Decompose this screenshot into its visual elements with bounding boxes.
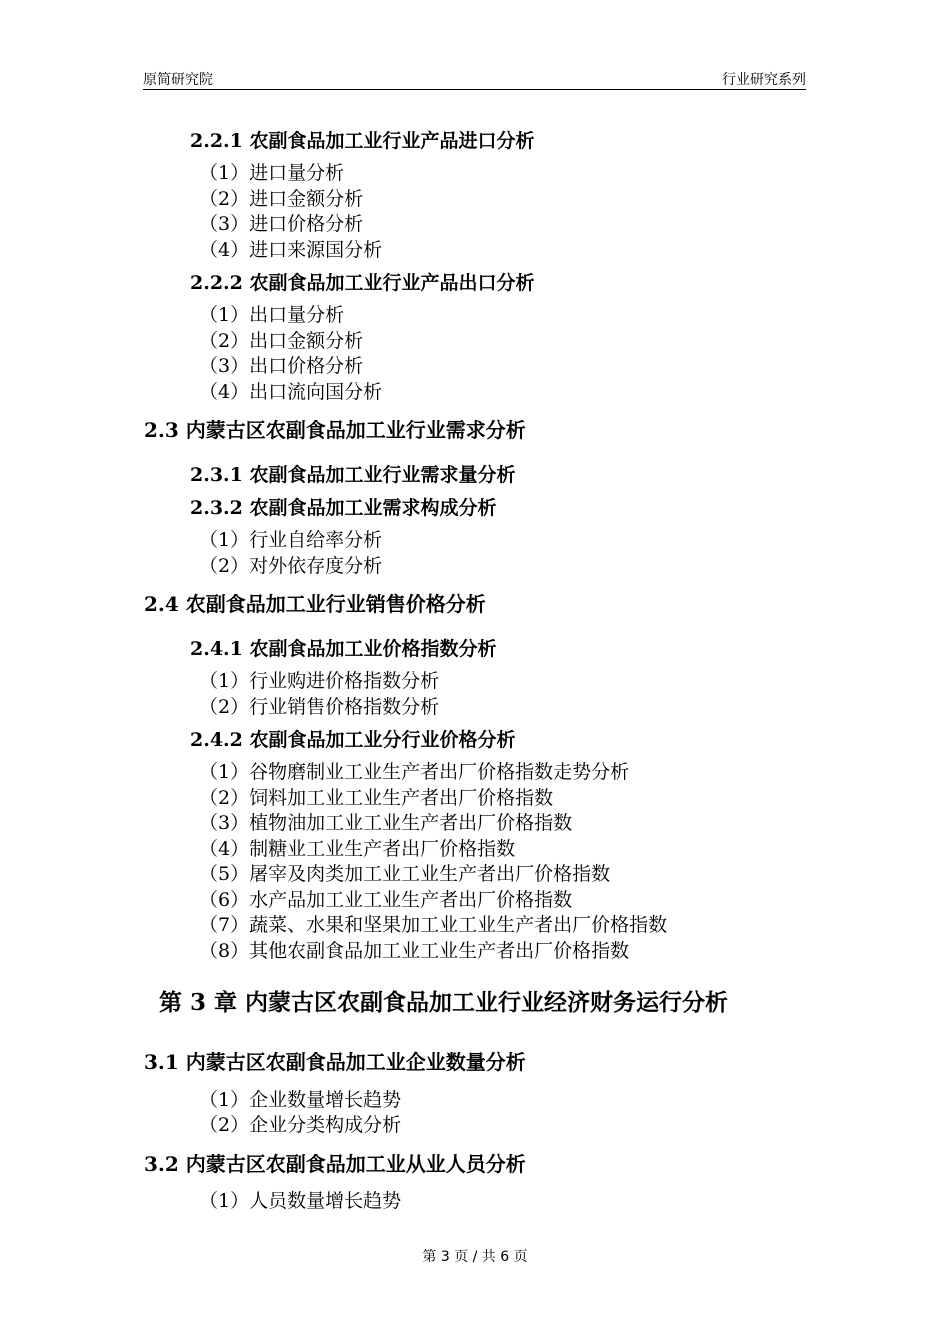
header-right: 行业研究系列	[722, 72, 806, 88]
toc-line: 3.1 内蒙古区农副食品加工业企业数量分析	[144, 1050, 526, 1074]
toc-line: （4）出口流向国分析	[199, 381, 383, 403]
toc-line: 2.4.1 农副食品加工业价格指数分析	[190, 638, 497, 660]
toc-line: （8）其他农副食品加工业工业生产者出厂价格指数	[199, 940, 630, 962]
toc-line: （7）蔬菜、水果和坚果加工业工业生产者出厂价格指数	[199, 914, 668, 936]
toc-line: （5）屠宰及肉类加工业工业生产者出厂价格指数	[199, 863, 611, 885]
toc-line: （1）行业购进价格指数分析	[199, 670, 440, 692]
toc-line: （1）出口量分析	[199, 304, 345, 326]
toc-line: （3）出口价格分析	[199, 355, 364, 377]
toc-line: （3）进口价格分析	[199, 213, 364, 235]
toc-line: （3）植物油加工业工业生产者出厂价格指数	[199, 812, 573, 834]
toc-line: （4）制糖业工业生产者出厂价格指数	[199, 838, 516, 860]
toc-line: （4）进口来源国分析	[199, 239, 383, 261]
toc-line: （2）对外依存度分析	[199, 555, 383, 577]
chapter-title: 第 3 章 内蒙古区农副食品加工业行业经济财务运行分析	[159, 989, 729, 1016]
toc-line: （6）水产品加工业工业生产者出厂价格指数	[199, 889, 573, 911]
toc-line: （2）饲料加工业工业生产者出厂价格指数	[199, 787, 554, 809]
page-footer: 第 3 页 / 共 6 页	[422, 1249, 528, 1265]
page-header	[143, 67, 806, 90]
toc-line: 2.3 内蒙古区农副食品加工业行业需求分析	[144, 418, 526, 442]
toc-line: 2.3.2 农副食品加工业需求构成分析	[190, 497, 497, 519]
toc-line: 2.4 农副食品加工业行业销售价格分析	[144, 592, 486, 616]
toc-line: （1）企业数量增长趋势	[199, 1089, 402, 1111]
toc-line: 2.2.1 农副食品加工业行业产品进口分析	[190, 130, 535, 152]
toc-line: 3.2 内蒙古区农副食品加工业从业人员分析	[144, 1152, 526, 1176]
toc-line: （2）进口金额分析	[199, 188, 364, 210]
toc-line: （2）企业分类构成分析	[199, 1114, 402, 1136]
toc-line: （1）进口量分析	[199, 162, 345, 184]
toc-line: （1）行业自给率分析	[199, 529, 383, 551]
toc-line: （2）出口金额分析	[199, 330, 364, 352]
toc-line: （1）谷物磨制业工业生产者出厂价格指数走势分析	[199, 761, 630, 783]
toc-line: （1）人员数量增长趋势	[199, 1190, 402, 1212]
toc-line: 2.2.2 农副食品加工业行业产品出口分析	[190, 272, 535, 294]
toc-line: 2.3.1 农副食品加工业行业需求量分析	[190, 464, 516, 486]
header-left: 原简研究院	[143, 72, 213, 88]
toc-line: （2）行业销售价格指数分析	[199, 696, 440, 718]
toc-line: 2.4.2 农副食品加工业分行业价格分析	[190, 729, 516, 751]
